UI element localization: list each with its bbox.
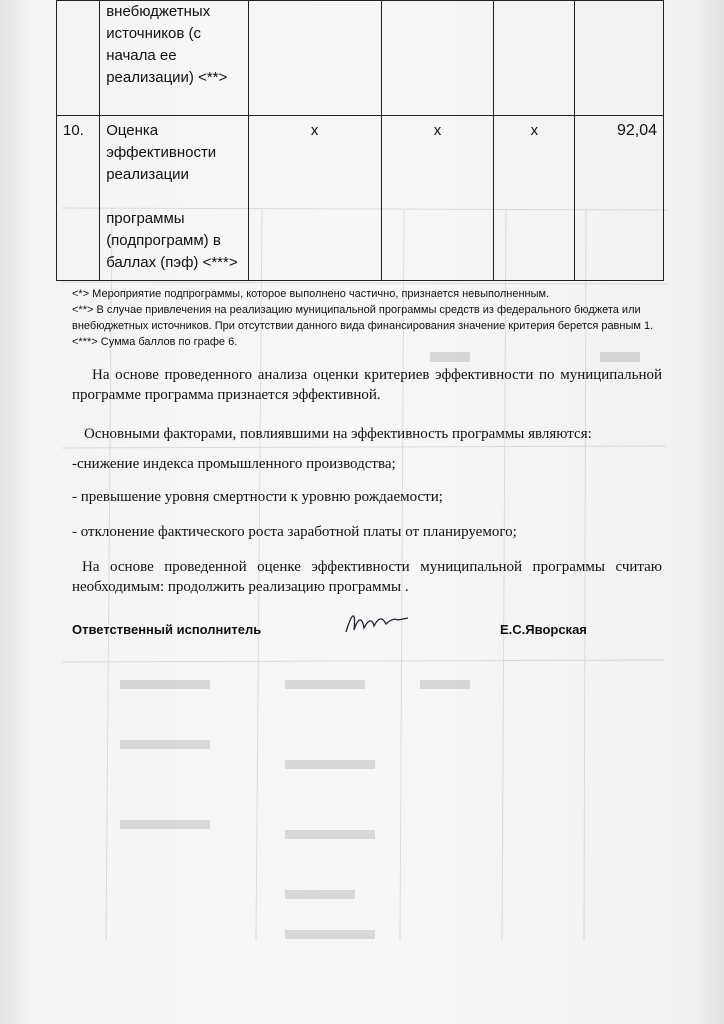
table-row — [57, 1, 664, 116]
cell-col3: x — [248, 116, 381, 281]
factor-item: -снижение индекса промышленного производства; — [72, 456, 396, 472]
cell-col3 — [248, 1, 381, 116]
factors-intro: Основными факторами, повлиявшими на эффективность программы являются: — [84, 426, 592, 442]
cell-col5 — [494, 1, 575, 116]
factor-item: - превышение уровня смертности к уровню рождаемости; — [72, 489, 443, 505]
footnote-3: <***> Сумма баллов по графе 6. — [72, 336, 238, 348]
signature-block — [72, 622, 662, 652]
score-value: 92,04 — [575, 116, 664, 281]
row-number — [57, 1, 100, 116]
criterion-name: Оценка эффективности реализации программы (подпрограмм) в баллах (пэф) <***> — [100, 116, 248, 281]
document-body — [72, 365, 662, 597]
cell-col4: x — [381, 116, 494, 281]
signature-name: Е.С.Яворская — [500, 622, 587, 637]
row-number: 10. — [57, 116, 100, 281]
footnotes — [72, 286, 662, 350]
factor-item: - отклонение фактического роста заработной платы от планируемого; — [72, 524, 517, 540]
footnote-2: <**> В случае привлечения на реализацию муниципальной программы средств из федерального бюджета или внебюджетных источников. При отсутствии данного вида финансирования значение критерия берется равным 1. — [72, 304, 654, 332]
handwritten-signature — [342, 608, 412, 638]
conclusion-paragraph: На основе проведенного анализа оценки критериев эффективности по муниципальной программе программа признается эффективной. — [72, 367, 662, 403]
table-row — [57, 116, 664, 281]
signature-role: Ответственный исполнитель — [72, 622, 262, 637]
score-value — [575, 1, 664, 116]
cell-col5: x — [494, 116, 575, 281]
footnote-1: <*> Мероприятие подпрограммы, которое выполнено частично, признается невыполненным. — [72, 288, 550, 300]
cell-col4 — [381, 1, 494, 116]
criterion-name: внебюджетных источников (с начала ее реализации) <**> — [100, 1, 248, 116]
evaluation-table — [56, 0, 664, 281]
final-paragraph: На основе проведенной оценке эффективности муниципальной программы считаю необходимым: продолжить реализацию программы . — [72, 559, 662, 595]
